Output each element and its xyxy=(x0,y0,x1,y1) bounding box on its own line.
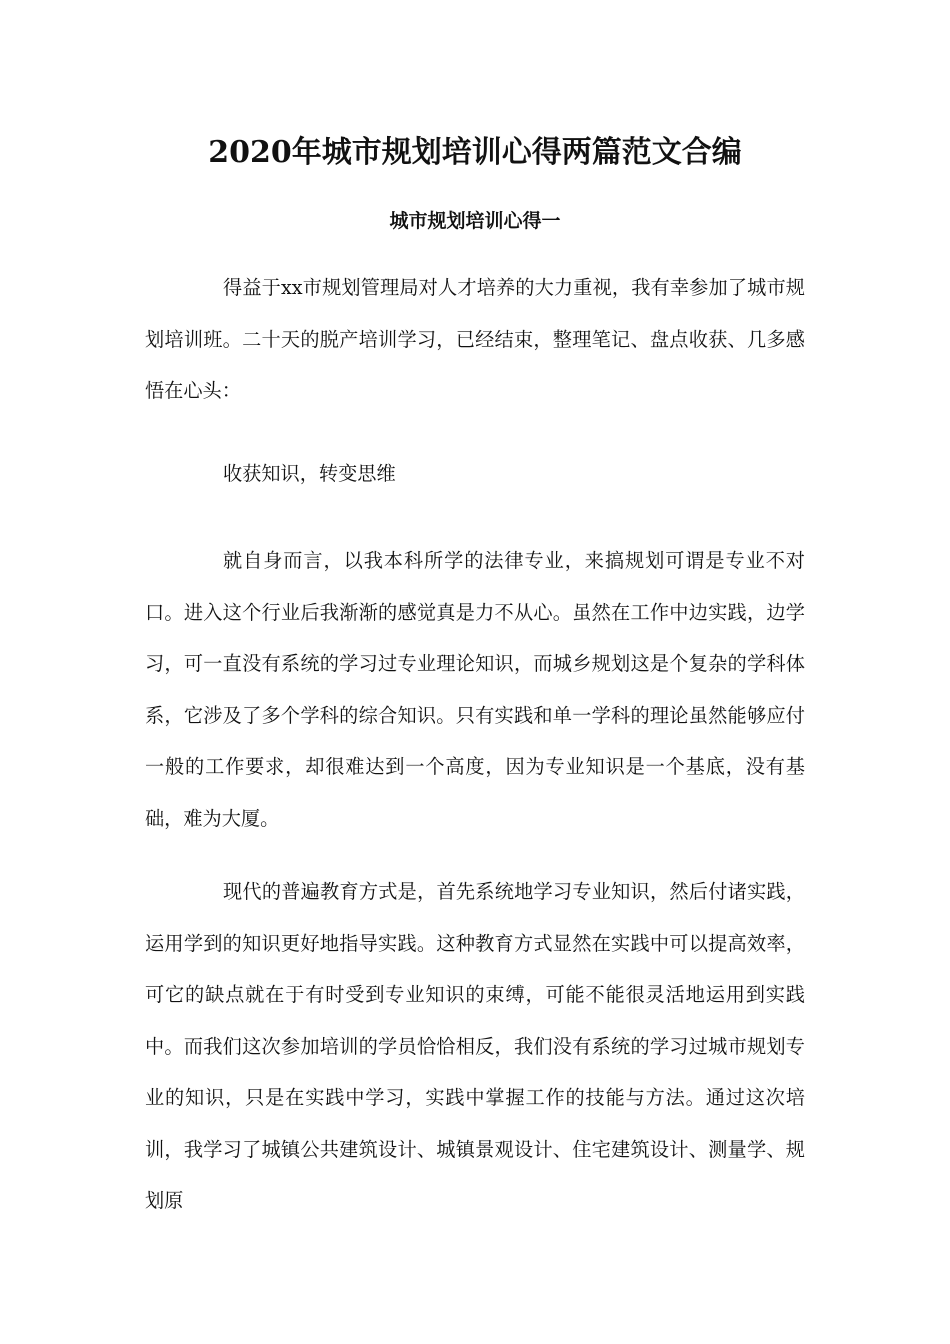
paragraph-body-2: 现代的普遍教育方式是，首先系统地学习专业知识，然后付诸实践，运用学到的知识更好地指导实践。这种教育方式显然在实践中可以提高效率，可它的缺点就在于有时受到专业知识的束缚，可能不能很灵活地运用到实践中。而我们这次参加培训的学员恰恰相反，我们没有系统的学习过城市规划专业的知识，只是在实践中学习，实践中掌握工作的技能与方法。通过这次培训，我学习了城镇公共建筑设计、城镇景观设计、住宅建筑设计、测量学、规划原 xyxy=(145,880,805,1212)
paragraph-subheading: 收获知识，转变思维 xyxy=(223,462,396,485)
document-title: 2020年城市规划培训心得两篇范文合编 xyxy=(208,135,742,170)
paragraph-intro: 得益于xx市规划管理局对人才培养的大力重视，我有幸参加了城市规划培训班。二十天的脱产培训学习，已经结束，整理笔记、盘点收获、几多感悟在心头： xyxy=(145,276,805,402)
paragraph-body-1: 就自身而言，以我本科所学的法律专业，来搞规划可谓是专业不对口。进入这个行业后我渐渐的感觉真是力不从心。虽然在工作中边实践，边学习，可一直没有系统的学习过专业理论知识，而城乡规划这是个复杂的学科体系，它涉及了多个学科的综合知识。只有实践和单一学科的理论虽然能够应付一般的工作要求，却很难达到一个高度，因为专业知识是一个基底，没有基础，难为大厦。 xyxy=(145,549,805,830)
section-title: 城市规划培训心得一 xyxy=(389,210,561,232)
